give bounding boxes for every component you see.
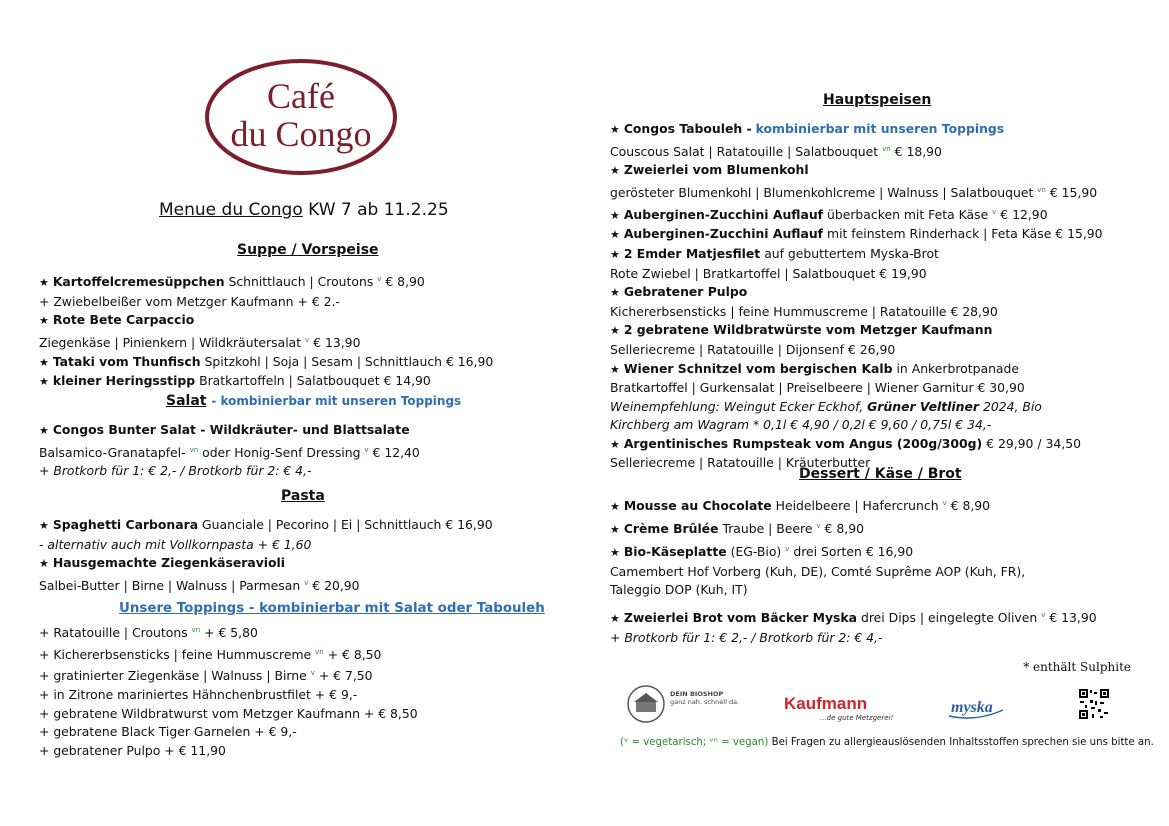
list-item: ★ 2 gebratene Wildbratwürste vom Metzger Kaufmann — [610, 322, 993, 338]
wine-recommendation: Weinempfehlung: Weingut Ecker Eckhof, Grüner Veltliner 2024, Bio — [610, 398, 1042, 414]
menu-title-week: KW 7 ab 11.2.25 — [308, 200, 449, 220]
pasta-heading: Pasta — [281, 488, 325, 504]
list-item: ★ 2 Emder Matjesfilet auf gebuttertem Myska-Brot — [610, 245, 939, 261]
list-item: ★ Auberginen-Zucchini Auflauf mit feinstem Rinderhack | Feta Käse € 15,90 — [610, 226, 1103, 242]
list-item: + Brotkorb für 1: € 2,- / Brotkorb für 2: € 4,- — [39, 463, 312, 479]
toppings-heading: Unsere Toppings - kombinierbar mit Salat oder Tabouleh — [119, 601, 545, 616]
list-item: Balsamico-Granatapfel- $^{vn}$ oder Honig-Senf Dressing $^v$ € 12,40 — [39, 444, 420, 460]
list-item: Rote Zwiebel | Bratkartoffel | Salatbouquet € 19,90 — [610, 265, 927, 281]
list-item: ★ Auberginen-Zucchini Auflauf überbacken mit Feta Käse $^v$ € 12,90 — [610, 206, 1048, 222]
list-item: ★ Congos Bunter Salat - Wildkräuter- und Blattsalate — [39, 422, 410, 437]
list-item: ★ Bio-Käseplatte (EG-Bio) $^v$ drei Sorten € 16,90 — [610, 544, 914, 560]
list-item: Selleriecreme | Ratatouille | Dijonsenf € 26,90 — [610, 341, 896, 357]
list-item: ★ Congos Tabouleh - kombinierbar mit unseren Toppings — [610, 121, 1005, 136]
myska-logo — [947, 690, 1005, 724]
list-item: Taleggio DOP (Kuh, IT) — [610, 582, 748, 598]
list-item: ★ Zweierlei vom Blumenkohl — [610, 162, 809, 178]
list-item: + Zwiebelbeißer vom Metzger Kaufmann + € 2.- — [39, 293, 340, 309]
list-item: + Kichererbsensticks | feine Hummuscreme $^{vn}$ + € 8,50 — [39, 646, 382, 662]
bioshop-logo — [624, 684, 668, 728]
list-item: Ziegenkäse | Pinienkern | Wildkräutersalat $^v$ € 13,90 — [39, 335, 361, 351]
list-item: Selleriecreme | Ratatouille | Kräuterbutter — [610, 455, 871, 471]
list-item: Bratkartoffel | Gurkensalat | Preiselbeere | Wiener Garnitur € 30,90 — [610, 380, 1025, 396]
list-item: ★ kleiner Heringsstipp Bratkartoffeln | Salatbouquet € 14,90 — [39, 373, 431, 389]
allergen-legend: (ᵛ = vegetarisch; ᵛⁿ = vegan) Bei Fragen zu allergieauslösenden Inhaltsstoffen sprechen sie uns bitte an. — [620, 737, 1154, 748]
bioshop-text: DEIN BIOSHOP ganz nah. schnell da. — [670, 690, 740, 706]
svg-text:myska: myska — [951, 699, 993, 716]
list-item: + gebratene Wildbratwurst vom Metzger Kaufmann + € 8,50 — [39, 705, 418, 721]
wine-recommendation: Kirchberg am Wagram * 0,1l € 4,90 / 0,2l € 9,60 / 0,75l € 34,- — [610, 417, 992, 433]
dessert-heading: Dessert / Käse / Brot — [799, 466, 962, 482]
list-item: ★ Zweierlei Brot vom Bäcker Myska drei Dips | eingelegte Oliven $^v$ € 13,90 — [610, 610, 1097, 626]
bread-list — [610, 606, 1097, 647]
logo-line1: Café — [267, 76, 335, 116]
list-item: + Ratatouille | Croutons $^{vn}$ + € 5,80 — [39, 625, 258, 641]
list-item: + gebratener Pulpo + € 11,90 — [39, 742, 226, 758]
logo-line2: du Congo — [230, 114, 372, 154]
salad-heading: Salat - kombinierbar mit unseren Toppings — [166, 393, 462, 409]
main-list — [610, 120, 1103, 473]
kaufmann-tagline: ...de gute Metzgerei! — [820, 714, 894, 722]
list-item: Camembert Hof Vorberg (Kuh, DE), Comté Suprême AOP (Kuh, FR), — [610, 563, 1026, 579]
list-item: ★ Tataki vom Thunfisch Spitzkohl | Soja | Sesam | Schnittlauch € 16,90 — [39, 353, 494, 369]
list-item: Kichererbsensticks | feine Hummuscreme | Ratatouille € 28,90 — [610, 303, 998, 319]
kaufmann-logo: Kaufmann — [784, 694, 868, 713]
list-item: ★ Crème Brûlée Traube | Beere $^v$ € 8,90 — [610, 520, 864, 536]
dessert-list — [610, 494, 990, 539]
list-item: + gebratene Black Tiger Garnelen + € 9,- — [39, 724, 297, 740]
sulphite-note: * enthält Sulphite — [1023, 660, 1131, 674]
menu-title-main: Menue du Congo — [159, 200, 303, 220]
pasta-list — [39, 516, 493, 596]
menu-title — [159, 200, 449, 220]
list-item: Salbei-Butter | Birne | Walnuss | Parmesan $^v$ € 20,90 — [39, 577, 360, 593]
list-item: ★ Hausgemachte Ziegenkäseravioli — [39, 555, 286, 571]
salad-list — [39, 421, 420, 481]
list-item: ★ Argentinisches Rumpsteak vom Angus (200g/300g) € 29,90 / 34,50 — [610, 435, 1081, 451]
list-item: gerösteter Blumenkohl | Blumenkohlcreme | Walnuss | Salatbouquet $^{vn}$ € 15,90 — [610, 185, 1098, 201]
toppings-list — [39, 621, 418, 761]
list-item: ★ Rote Bete Carpaccio — [39, 312, 195, 328]
cafe-logo — [204, 58, 398, 176]
list-item: Couscous Salat | Ratatouille | Salatbouquet $^{vn}$ € 18,90 — [610, 143, 942, 159]
list-item: - alternativ auch mit Vollkornpasta + € 1,60 — [39, 536, 312, 552]
list-item: ★ Kartoffelcremesüppchen Schnittlauch | Croutons $^v$ € 8,90 — [39, 274, 425, 290]
list-item: + Brotkorb für 1: € 2,- / Brotkorb für 2: € 4,- — [610, 629, 883, 645]
list-item: ★ Gebratener Pulpo — [610, 284, 748, 300]
list-item: ★ Wiener Schnitzel vom bergischen Kalb in Ankerbrotpanade — [610, 360, 1020, 376]
main-heading: Hauptspeisen — [823, 92, 932, 108]
list-item: + in Zitrone mariniertes Hähnchenbrustfilet + € 9,- — [39, 687, 358, 703]
list-item: ★ Spaghetti Carbonara Guanciale | Pecorino | Ei | Schnittlauch € 16,90 — [39, 517, 493, 532]
qr-code-icon[interactable] — [1078, 688, 1110, 724]
soup-heading: Suppe / Vorspeise — [237, 242, 379, 258]
soup-list — [39, 270, 493, 392]
list-item: + gratinierter Ziegenkäse | Walnuss | Birne $^v$ + € 7,50 — [39, 668, 373, 684]
list-item: ★ Mousse au Chocolate Heidelbeere | Hafercrunch $^v$ € 8,90 — [610, 498, 991, 514]
cheese-list — [610, 540, 1025, 600]
